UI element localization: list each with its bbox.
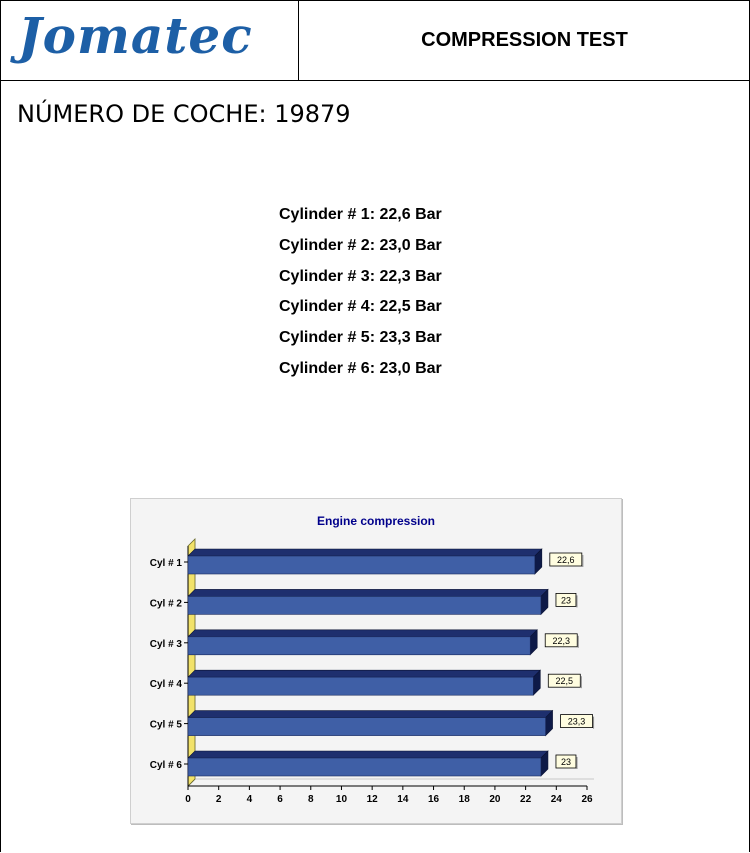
x-tick-label: 20 <box>489 794 501 805</box>
x-tick-label: 14 <box>397 794 409 805</box>
chart-back-wall <box>195 539 594 779</box>
bar <box>188 677 533 695</box>
report-title: COMPRESSION TEST <box>421 28 628 51</box>
x-tick-label: 2 <box>215 794 222 805</box>
x-tick-label: 26 <box>581 794 593 805</box>
chart-canvas <box>131 499 621 823</box>
x-tick-label: 12 <box>366 794 378 805</box>
cylinder-reading: Cylinder # 6: 23,0 Bar <box>279 359 442 377</box>
y-tick-label: Cyl # 4 <box>149 679 182 691</box>
x-tick-label: 4 <box>246 794 253 805</box>
chart-title: Engine compression <box>316 514 436 528</box>
y-tick-label: Cyl # 6 <box>149 760 182 771</box>
data-label: 22,6 <box>557 555 575 565</box>
data-label: 23 <box>560 757 571 767</box>
y-tick-label: Cyl # 3 <box>149 638 182 650</box>
bar-top <box>188 589 548 596</box>
bar <box>188 758 541 776</box>
cylinder-reading: Cylinder # 4: 22,5 Bar <box>279 298 442 316</box>
x-tick-label: 6 <box>277 794 283 805</box>
bar <box>188 637 530 655</box>
bar-top <box>188 751 548 758</box>
bar-top <box>188 630 537 637</box>
compression-chart <box>130 498 622 824</box>
report-header <box>0 0 750 81</box>
x-tick-label: 0 <box>185 794 191 805</box>
cylinder-reading: Cylinder # 3: 22,3 Bar <box>279 267 442 285</box>
bar <box>188 596 541 614</box>
y-tick-label: Cyl # 1 <box>149 558 182 569</box>
cylinder-reading: Cylinder # 2: 23,0 Bar <box>279 236 442 254</box>
car-number: NÚMERO DE COCHE: 19879 <box>17 100 351 128</box>
bar <box>188 718 546 736</box>
x-tick-label: 24 <box>550 794 562 805</box>
x-tick-label: 10 <box>335 794 348 805</box>
x-tick-label: 16 <box>427 794 440 805</box>
bar-top <box>188 670 540 677</box>
data-label: 23 <box>560 595 571 606</box>
bar-top <box>188 549 542 556</box>
y-tick-label: Cyl # 5 <box>149 719 182 731</box>
x-tick-label: 18 <box>458 794 470 805</box>
x-tick-label: 8 <box>307 794 314 805</box>
x-tick-label: 22 <box>520 794 532 805</box>
bar-top <box>188 711 553 718</box>
data-label: 22,3 <box>552 635 570 646</box>
company-logo: Jomatec <box>18 6 253 65</box>
cylinder-reading: Cylinder # 5: 23,3 Bar <box>279 329 442 347</box>
cylinder-readings <box>279 205 442 390</box>
y-tick-label: Cyl # 2 <box>149 598 182 610</box>
data-label: 22,5 <box>555 676 574 687</box>
chart-side-wall <box>188 539 195 786</box>
data-label: 23,3 <box>567 716 586 727</box>
cylinder-reading: Cylinder # 1: 22,6 Bar <box>279 206 442 223</box>
bar <box>188 556 535 574</box>
logo-cell <box>0 0 299 80</box>
